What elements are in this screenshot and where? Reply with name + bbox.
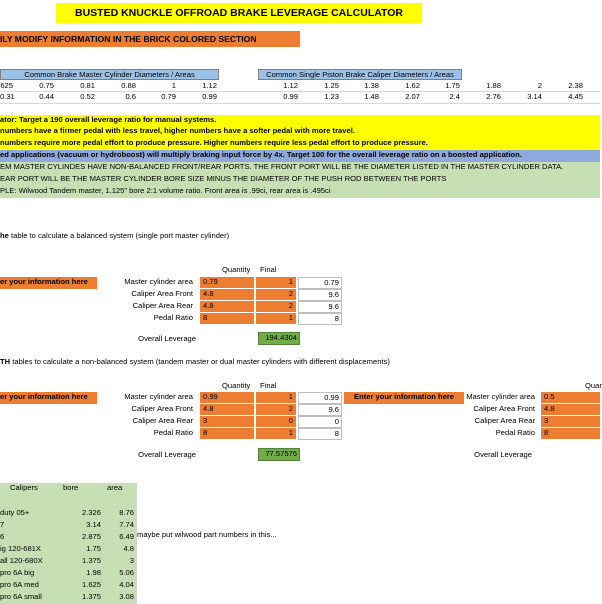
s2r-overall-label: Overall Leverage [474,450,532,459]
area-cell: 1.48 [364,92,379,101]
caliper-bore: 1.625 [60,580,104,592]
calipers-spacer-row [0,496,137,508]
diameter-cell: 0.75 [39,81,54,90]
row-final-value: 0 [298,416,342,428]
note-pedal-effort: numbers require more pedal effort to produce pressure. Higher numbers require less pedal effort to produce pressure. [0,138,600,150]
row-value-input[interactable]: 3 [200,416,254,428]
caliper-area: 3 [104,556,137,568]
area-cell: 0.99 [202,92,217,101]
s2-final-header: Final [260,381,277,390]
diameter-cell: 1.12 [202,81,217,90]
caliper-area: 8.76 [104,508,137,520]
row-final-value: 0.79 [298,277,342,289]
diameter-cell: 1.88 [486,81,501,90]
diameter-cell: 2 [537,81,542,90]
row-value-input[interactable]: 8 [200,428,254,440]
s2-overall-value: 77.57576 [258,448,300,461]
area-cell: 0.6 [125,92,136,101]
page-title: BUSTED KNUCKLE OFFROAD BRAKE LEVERAGE CALCULATOR [56,3,422,23]
area-cell: 0.99 [283,92,298,101]
diameter-cell: 1 [171,81,176,90]
diameter-cell: 0.88 [121,81,136,90]
row-final-value: 0.99 [298,392,342,404]
section2-instruction [0,358,390,366]
caliper-name: 6 [0,532,60,544]
row-label: Caliper Area Rear [474,416,535,425]
note-target-manual: ator: Target a 190 overall leverage ratio for manual systems. [0,115,600,126]
area-cell: 3.14 [527,92,542,101]
row-label: Master cylinder area [124,392,193,401]
diameter-cell: 625 [0,81,13,90]
s2-quantity-header: Quantity [222,381,251,390]
s1-overall-label: Overall Leverage [138,334,196,343]
note-boosted: ed applications (vacuum or hydroboost) will multiply braking input force by 4x. Target 100 for the overall leverage ratio on a boosted application. [0,150,600,162]
row-quantity-input[interactable]: 1 [256,313,296,325]
note-pedal-travel: numbers have a firmer pedal with less travel, higher numbers have a softer pedal with more travel. [0,126,600,138]
row-quantity-input[interactable]: 2 [256,289,296,301]
row-label: Pedal Ratio [495,428,535,437]
row-divider [0,103,600,104]
caliper-name: pro 6A small [0,592,60,604]
caliper-name: all 120-680X [0,556,60,568]
section1-instruction-text: table to calculate a balanced system (single port master cylinder) [8,231,230,240]
area-cell: 1.23 [324,92,339,101]
caliper-name: 7 [0,520,60,532]
caliper-bore: 1.75 [60,544,104,556]
calipers-header-cell: bore [60,483,104,496]
section1-instruction [0,232,229,240]
row-value-input[interactable]: 0.5 [541,392,600,404]
row-value-input[interactable]: 4.8 [200,404,254,416]
caliper-area: 7.74 [104,520,137,532]
s1-final-header: Final [260,265,277,274]
area-cell: 0.79 [161,92,176,101]
row-quantity-input[interactable]: 1 [256,392,296,404]
row-label: Pedal Ratio [153,313,193,322]
caliper-name: pro 6A med [0,580,60,592]
row-quantity-input[interactable]: 1 [256,277,296,289]
row-value-input[interactable]: 8 [200,313,254,325]
s2r-quantity-header: Quar [585,381,602,390]
row-final-value: 9.6 [298,289,342,301]
caliper-bore: 2.326 [60,508,104,520]
caliper-header: Common Single Piston Brake Caliper Diameters / Areas [258,69,462,80]
row-value-input[interactable]: 0.99 [200,392,254,404]
row-label: Caliper Area Front [473,404,535,413]
caliper-bore: 2.875 [60,532,104,544]
s2r-enter-info-label: Enter your information here [344,392,464,404]
caliper-bore: 1.375 [60,556,104,568]
note-tandem: EM MASTER CYLINDES HAVE NON-BALANCED FRONT/REAR PORTS. THE FRONT PORT WILL BE THE DIAMETER LISTED IN THE MASTER CYLINDER DATA. [0,162,600,174]
diameter-cell: 1.38 [364,81,379,90]
area-cell: 2.76 [486,92,501,101]
row-value-input[interactable]: 8 [541,428,600,440]
caliper-name: ig 120-681X [0,544,60,556]
row-final-value: 9.6 [298,301,342,313]
section2-instruction-text: tables to calculate a non-balanced system (tandem master or dual master cylinders with different displacements) [10,357,390,366]
calipers-note: maybe put wilwood part numbers in this... [137,530,277,539]
row-value-input[interactable]: 4.8 [200,301,254,313]
diameter-cell: 1.62 [405,81,420,90]
diameter-cell: 1.25 [324,81,339,90]
s2-overall-label: Overall Leverage [138,450,196,459]
row-label: Caliper Area Rear [132,416,193,425]
caliper-area: 4.04 [104,580,137,592]
caliper-area: 6.49 [104,532,137,544]
diameter-cell: 0.81 [80,81,95,90]
area-cell: 4.45 [568,92,583,101]
caliper-name: pro 6A big [0,568,60,580]
row-quantity-input[interactable]: 2 [256,301,296,313]
row-value-input[interactable]: 3 [541,416,600,428]
diameter-cell: 1.12 [283,81,298,90]
area-cell: 0.52 [80,92,95,101]
instruction-banner: ILY MODIFY INFORMATION IN THE BRICK COLORED SECTION [0,31,300,47]
s1-overall-value: 194.4304 [258,332,300,345]
caliper-name: duty 05+ [0,508,60,520]
caliper-bore: 3.14 [60,520,104,532]
diameter-cell: 2.38 [568,81,583,90]
row-value-input[interactable]: 4.8 [200,289,254,301]
note-example: PLE: Wilwood Tandem master, 1.125" bore 2:1 volume ratio. Front area is .99ci, rear area is .495ci [0,186,600,198]
row-value-input[interactable]: 0.79 [200,277,254,289]
caliper-area: 3.08 [104,592,137,604]
row-quantity-input[interactable]: 0 [256,416,296,428]
calipers-header-cell: area [104,483,137,496]
row-final-value: 8 [298,313,342,325]
caliper-bore: 1.98 [60,568,104,580]
row-label: Caliper Area Rear [132,301,193,310]
row-value-input[interactable]: 4.8 [541,404,600,416]
s1-quantity-header: Quantity [222,265,251,274]
row-label: Caliper Area Front [131,404,193,413]
s1-enter-info-label: er your information here [0,277,97,289]
area-cell: 2.07 [405,92,420,101]
row-final-value: 9.6 [298,404,342,416]
diameter-cell: 1.75 [445,81,460,90]
note-rear-port: EAR PORT WILL BE THE MASTER CYLINDER BORE SIZE MINUS THE DIAMETER OF THE PUSH ROD BETWEEN THE PORTS [0,174,600,186]
caliper-bore: 1.375 [60,592,104,604]
row-final-value: 8 [298,428,342,440]
section2-instruction-emphasis: TH [0,357,11,366]
row-label: Master cylinder area [124,277,193,286]
row-label: Pedal Ratio [153,428,193,437]
section1-instruction-emphasis: he [0,231,9,240]
master-cylinder-header: Common Brake Master Cylinder Diameters / Areas [0,69,219,80]
caliper-area: 4.8 [104,544,137,556]
row-quantity-input[interactable]: 2 [256,404,296,416]
row-quantity-input[interactable]: 1 [256,428,296,440]
s2-enter-info-label: er your information here [0,392,97,404]
area-cell: 0.31 [0,92,15,101]
caliper-area: 5.06 [104,568,137,580]
area-cell: 2.4 [449,92,460,101]
row-label: Caliper Area Front [131,289,193,298]
area-cell: 0.44 [39,92,54,101]
calipers-header-cell: Calipers [0,483,60,496]
row-label: Master cylinder area [466,392,535,401]
